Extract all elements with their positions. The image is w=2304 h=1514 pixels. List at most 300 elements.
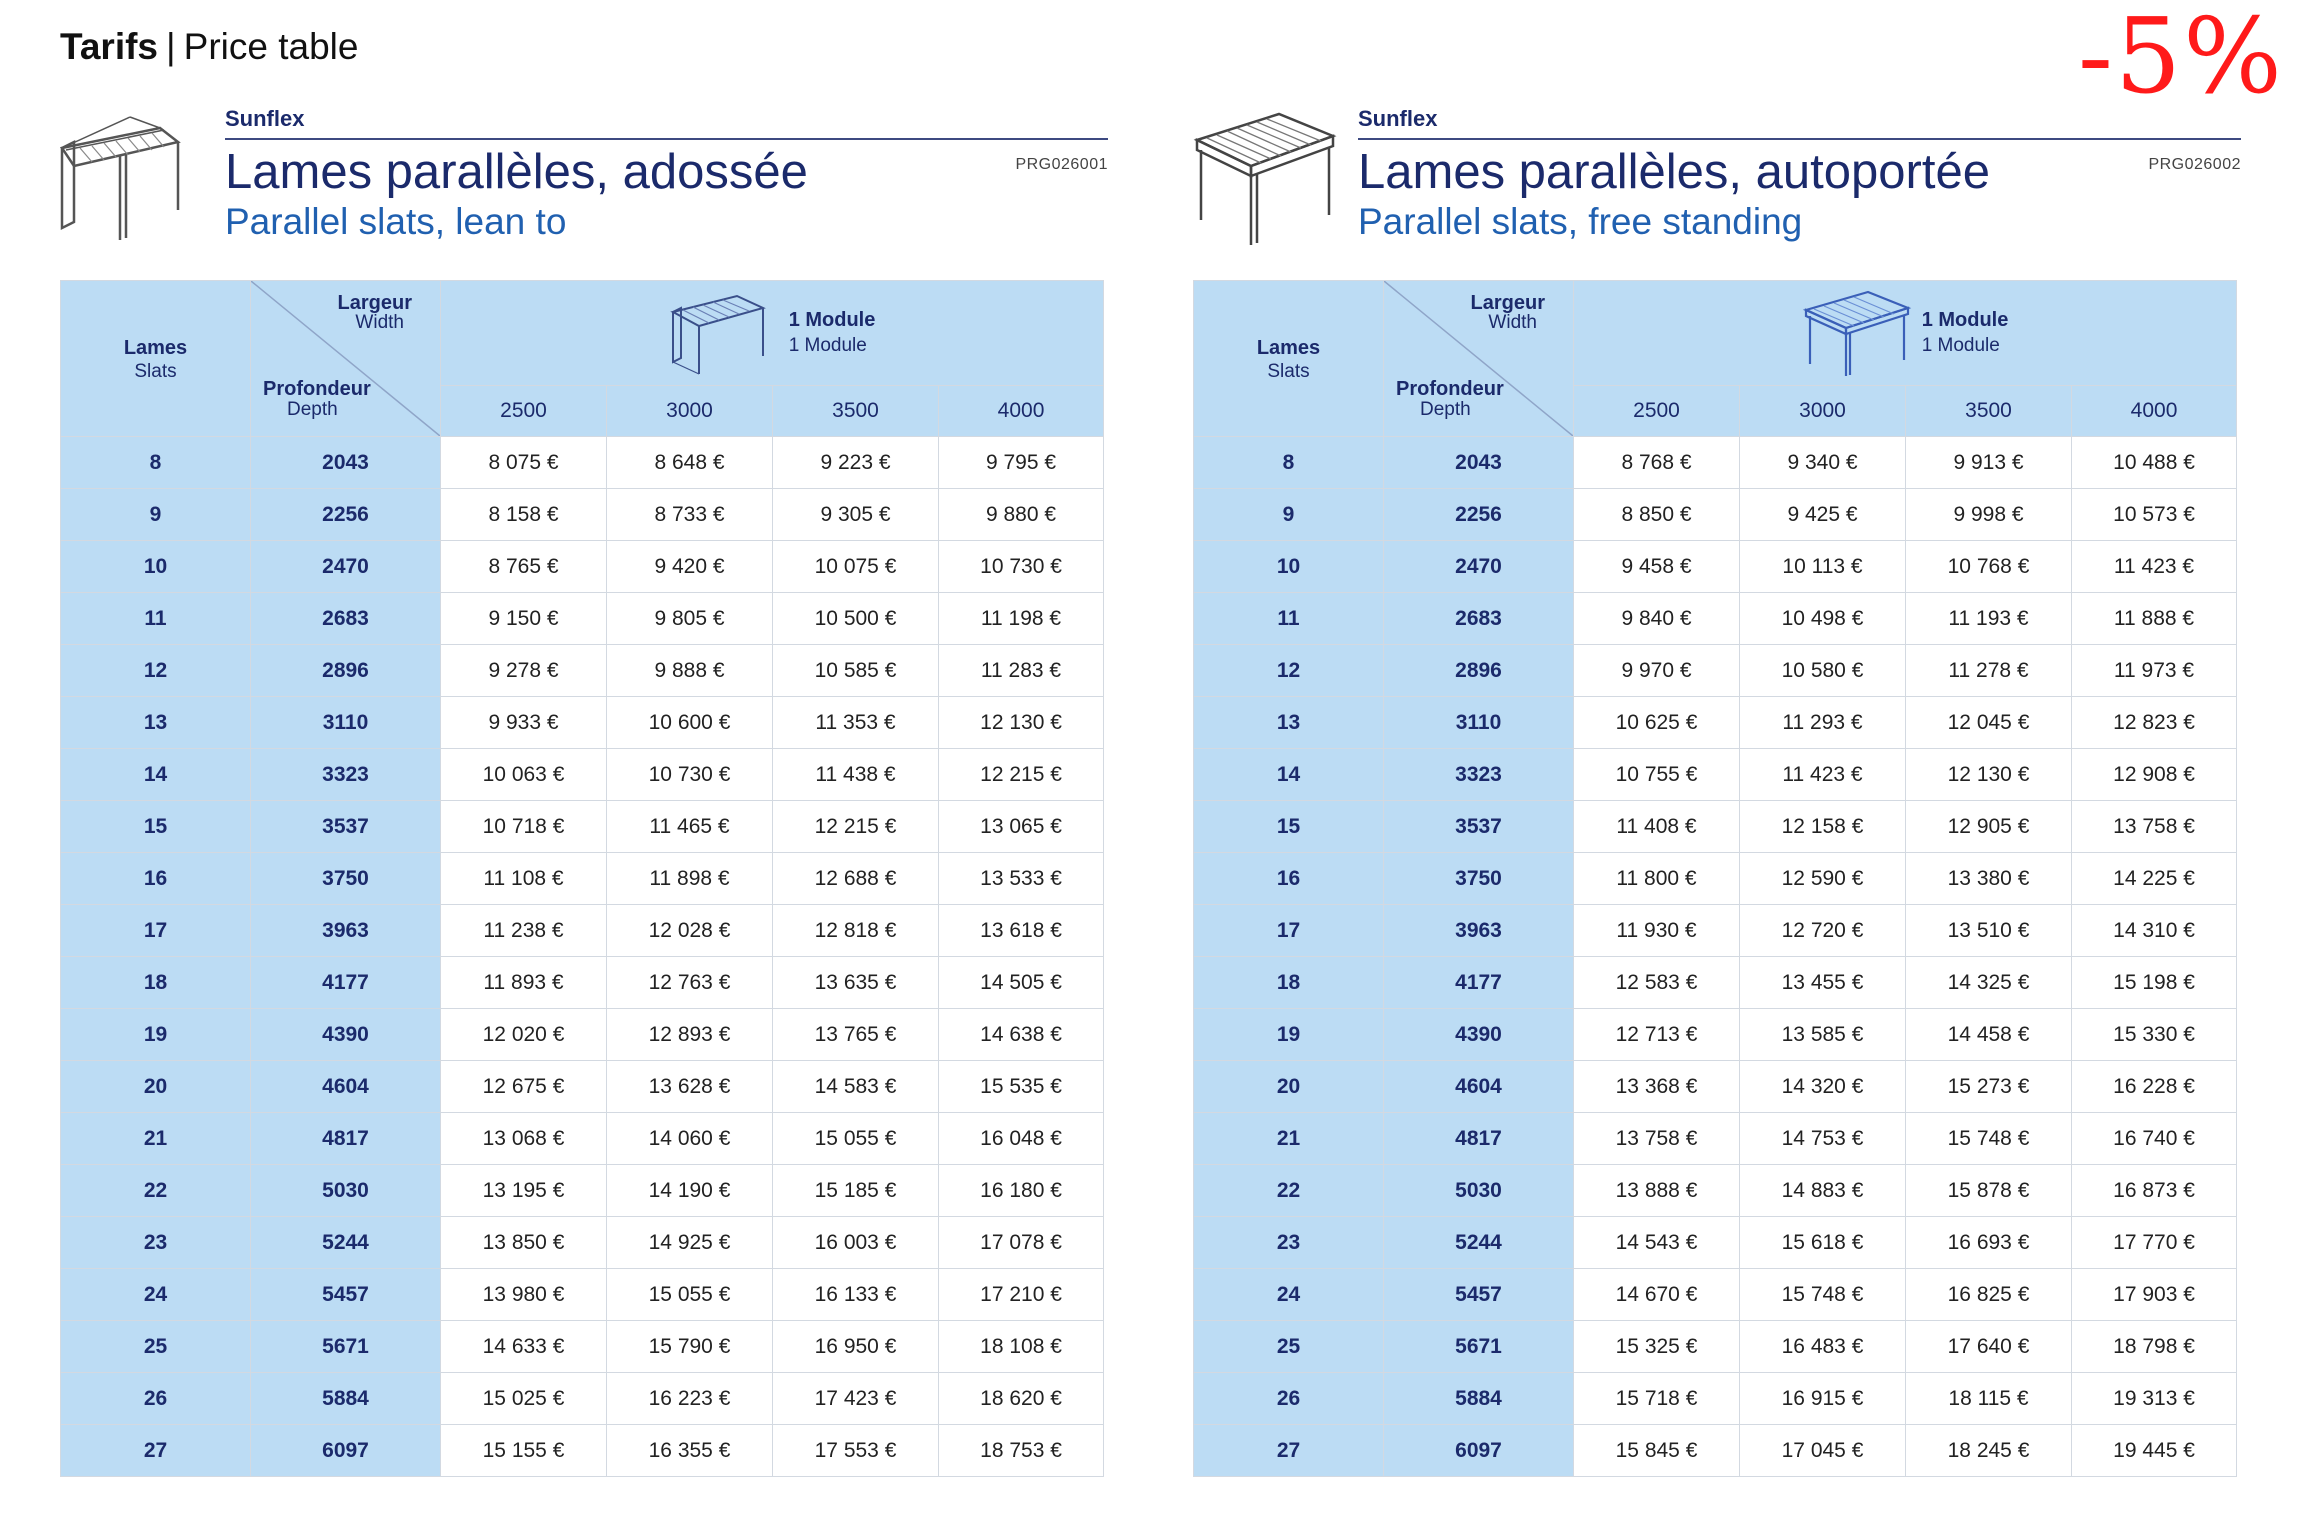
depth-cell: 2470: [1384, 541, 1574, 593]
discount-badge: -5%: [2077, 0, 2284, 117]
depth-cell: 3750: [251, 853, 441, 905]
price-cell: 11 888 €: [2072, 593, 2237, 645]
table-row: [1194, 1425, 2237, 1477]
price-cell: 11 408 €: [1574, 801, 1740, 853]
slats-cell: 24: [61, 1269, 251, 1321]
price-cell: 15 535 €: [939, 1061, 1104, 1113]
price-cell: 16 355 €: [607, 1425, 773, 1477]
price-cell: 18 753 €: [939, 1425, 1104, 1477]
price-cell: 15 330 €: [2072, 1009, 2237, 1061]
slats-cell: 19: [1194, 1009, 1384, 1061]
price-cell: 11 423 €: [2072, 541, 2237, 593]
price-cell: 13 585 €: [1740, 1009, 1906, 1061]
price-cell: 10 730 €: [607, 749, 773, 801]
price-cell: 17 903 €: [2072, 1269, 2237, 1321]
price-cell: 15 748 €: [1906, 1113, 2072, 1165]
price-cell: 15 025 €: [441, 1373, 607, 1425]
width-header-en: Width: [355, 312, 404, 333]
panel-header: [225, 100, 1108, 244]
table-row: [1194, 1373, 2237, 1425]
price-cell: 13 380 €: [1906, 853, 2072, 905]
table-row: [61, 853, 1104, 905]
table-row: [61, 1061, 1104, 1113]
price-cell: 14 583 €: [773, 1061, 939, 1113]
price-cell: 15 618 €: [1740, 1217, 1906, 1269]
table-row: [61, 1373, 1104, 1425]
price-cell: 12 130 €: [939, 697, 1104, 749]
depth-cell: 5244: [251, 1217, 441, 1269]
slats-cell: 10: [1194, 541, 1384, 593]
table-row: [1194, 905, 2237, 957]
price-cell: 13 618 €: [939, 905, 1104, 957]
table-row: [61, 593, 1104, 645]
table-row: [61, 437, 1104, 489]
depth-cell: 4177: [1384, 957, 1574, 1009]
depth-header-fr: Profondeur: [1396, 378, 1504, 400]
price-cell: 14 458 €: [1906, 1009, 2072, 1061]
price-cell: 14 753 €: [1740, 1113, 1906, 1165]
width-column-header: 4000: [2072, 385, 2237, 436]
table-row: [61, 1165, 1104, 1217]
price-cell: 8 850 €: [1574, 489, 1740, 541]
price-cell: 13 065 €: [939, 801, 1104, 853]
depth-cell: 5030: [251, 1165, 441, 1217]
table-row: [61, 1269, 1104, 1321]
price-cell: 18 115 €: [1906, 1373, 2072, 1425]
depth-cell: 3750: [1384, 853, 1574, 905]
table-row: [1194, 749, 2237, 801]
brand-name: Sunflex: [1358, 106, 1438, 131]
depth-cell: 4817: [1384, 1113, 1574, 1165]
table-row: [1194, 593, 2237, 645]
table-row: [61, 1217, 1104, 1269]
price-cell: 9 805 €: [607, 593, 773, 645]
depth-cell: 3537: [251, 801, 441, 853]
price-cell: 9 840 €: [1574, 593, 1740, 645]
depth-cell: 3323: [251, 749, 441, 801]
depth-cell: 3537: [1384, 801, 1574, 853]
price-cell: 8 158 €: [441, 489, 607, 541]
slats-cell: 12: [1194, 645, 1384, 697]
price-cell: 9 150 €: [441, 593, 607, 645]
price-cell: 9 913 €: [1906, 437, 2072, 489]
price-cell: 14 325 €: [1906, 957, 2072, 1009]
table-row: [1194, 957, 2237, 1009]
price-cell: 9 998 €: [1906, 489, 2072, 541]
slats-cell: 21: [1194, 1113, 1384, 1165]
module-label-en: 1 Module: [788, 334, 867, 356]
price-cell: 12 688 €: [773, 853, 939, 905]
depth-cell: 2043: [251, 437, 441, 489]
table-row: [1194, 853, 2237, 905]
price-cell: 12 020 €: [441, 1009, 607, 1061]
header-rule: [225, 138, 1108, 140]
price-cell: 11 193 €: [1906, 593, 2072, 645]
table-row: [61, 541, 1104, 593]
table-row: [1194, 645, 2237, 697]
slats-cell: 9: [61, 489, 251, 541]
table-row: [61, 1425, 1104, 1477]
width-header-fr: Largeur: [1470, 292, 1545, 314]
price-cell: 11 278 €: [1906, 645, 2072, 697]
slats-header-en: Slats: [134, 360, 177, 382]
price-cell: 14 543 €: [1574, 1217, 1740, 1269]
depth-cell: 2043: [1384, 437, 1574, 489]
depth-cell: 4390: [1384, 1009, 1574, 1061]
slats-cell: 25: [61, 1321, 251, 1373]
price-cell: 12 893 €: [607, 1009, 773, 1061]
price-cell: 9 278 €: [441, 645, 607, 697]
price-cell: 17 045 €: [1740, 1425, 1906, 1477]
slats-cell: 25: [1194, 1321, 1384, 1373]
table-row: [61, 645, 1104, 697]
price-cell: 12 823 €: [2072, 697, 2237, 749]
table-row: [1194, 1269, 2237, 1321]
price-cell: 13 758 €: [1574, 1113, 1740, 1165]
price-cell: 18 620 €: [939, 1373, 1104, 1425]
price-cell: 16 825 €: [1906, 1269, 2072, 1321]
price-cell: 16 915 €: [1740, 1373, 1906, 1425]
price-cell: 18 108 €: [939, 1321, 1104, 1373]
price-cell: 8 075 €: [441, 437, 607, 489]
price-cell: 12 905 €: [1906, 801, 2072, 853]
price-cell: 11 108 €: [441, 853, 607, 905]
module-free-standing-icon: [1802, 290, 1912, 376]
price-cell: 18 245 €: [1906, 1425, 2072, 1477]
width-column-header: 2500: [441, 385, 607, 436]
price-cell: 15 198 €: [2072, 957, 2237, 1009]
slats-cell: 20: [61, 1061, 251, 1113]
module-lean-to-icon: [669, 290, 779, 376]
lean-to-pergola-icon: [60, 110, 205, 245]
price-cell: 13 628 €: [607, 1061, 773, 1113]
price-cell: 10 500 €: [773, 593, 939, 645]
price-cell: 19 445 €: [2072, 1425, 2237, 1477]
slats-cell: 8: [1194, 437, 1384, 489]
price-cell: 13 758 €: [2072, 801, 2237, 853]
slats-cell: 11: [61, 593, 251, 645]
price-cell: 15 185 €: [773, 1165, 939, 1217]
table-row: [1194, 1009, 2237, 1061]
slats-cell: 27: [61, 1425, 251, 1477]
slats-cell: 14: [61, 749, 251, 801]
price-cell: 13 765 €: [773, 1009, 939, 1061]
depth-cell: 2683: [1384, 593, 1574, 645]
price-cell: 9 970 €: [1574, 645, 1740, 697]
price-cell: 19 313 €: [2072, 1373, 2237, 1425]
price-cell: 13 368 €: [1574, 1061, 1740, 1113]
free-standing-pergola-icon: [1193, 110, 1338, 245]
slats-cell: 27: [1194, 1425, 1384, 1477]
depth-cell: 6097: [1384, 1425, 1574, 1477]
price-cell: 11 293 €: [1740, 697, 1906, 749]
price-cell: 9 305 €: [773, 489, 939, 541]
price-cell: 9 888 €: [607, 645, 773, 697]
width-column-header: 3500: [773, 385, 939, 436]
price-cell: 14 320 €: [1740, 1061, 1906, 1113]
slats-cell: 22: [61, 1165, 251, 1217]
price-cell: 16 873 €: [2072, 1165, 2237, 1217]
table-row: [61, 749, 1104, 801]
depth-cell: 5030: [1384, 1165, 1574, 1217]
slats-cell: 26: [61, 1373, 251, 1425]
depth-cell: 3963: [1384, 905, 1574, 957]
table-row: [1194, 1217, 2237, 1269]
table-row: [61, 489, 1104, 541]
price-cell: 10 755 €: [1574, 749, 1740, 801]
price-cell: 16 048 €: [939, 1113, 1104, 1165]
width-depth-header: [1384, 281, 1574, 437]
depth-cell: 4604: [1384, 1061, 1574, 1113]
slats-cell: 22: [1194, 1165, 1384, 1217]
depth-cell: 3963: [251, 905, 441, 957]
page-title-separator: |: [166, 26, 176, 67]
module-icon: [1802, 290, 1912, 376]
price-cell: 14 883 €: [1740, 1165, 1906, 1217]
slats-header: [1194, 281, 1384, 437]
price-cell: 12 818 €: [773, 905, 939, 957]
depth-cell: 5457: [251, 1269, 441, 1321]
price-cell: 17 770 €: [2072, 1217, 2237, 1269]
table-row: [61, 1321, 1104, 1373]
price-cell: 17 423 €: [773, 1373, 939, 1425]
price-cell: 14 925 €: [607, 1217, 773, 1269]
product-title-en: Parallel slats, lean to: [225, 201, 567, 242]
product-icon: [60, 110, 205, 245]
depth-cell: 2256: [1384, 489, 1574, 541]
price-cell: 16 223 €: [607, 1373, 773, 1425]
brand-name: Sunflex: [225, 106, 305, 131]
price-cell: 16 003 €: [773, 1217, 939, 1269]
price-cell: 10 730 €: [939, 541, 1104, 593]
price-cell: 14 060 €: [607, 1113, 773, 1165]
price-cell: 14 225 €: [2072, 853, 2237, 905]
depth-header-en: Depth: [287, 399, 338, 420]
module-header: [1574, 281, 2237, 386]
price-cell: 11 423 €: [1740, 749, 1906, 801]
width-column-header: 3500: [1906, 385, 2072, 436]
slats-cell: 24: [1194, 1269, 1384, 1321]
table-row: [61, 1113, 1104, 1165]
price-cell: 17 210 €: [939, 1269, 1104, 1321]
width-column-header: 2500: [1574, 385, 1740, 436]
price-cell: 15 273 €: [1906, 1061, 2072, 1113]
price-cell: 11 198 €: [939, 593, 1104, 645]
price-cell: 16 180 €: [939, 1165, 1104, 1217]
product-title-en: Parallel slats, free standing: [1358, 201, 1803, 242]
price-cell: 9 340 €: [1740, 437, 1906, 489]
price-cell: 13 510 €: [1906, 905, 2072, 957]
depth-cell: 2470: [251, 541, 441, 593]
slats-cell: 15: [1194, 801, 1384, 853]
price-cell: 12 763 €: [607, 957, 773, 1009]
price-cell: 11 800 €: [1574, 853, 1740, 905]
price-cell: 11 930 €: [1574, 905, 1740, 957]
price-cell: 15 748 €: [1740, 1269, 1906, 1321]
depth-cell: 5457: [1384, 1269, 1574, 1321]
slats-cell: 17: [1194, 905, 1384, 957]
width-column-header: 3000: [607, 385, 773, 436]
slats-header-fr: Lames: [1256, 336, 1321, 359]
slats-cell: 17: [61, 905, 251, 957]
slats-cell: 13: [61, 697, 251, 749]
price-cell: 12 908 €: [2072, 749, 2237, 801]
price-cell: 16 950 €: [773, 1321, 939, 1373]
table-row: [1194, 541, 2237, 593]
slats-header: [61, 281, 251, 437]
price-cell: 10 488 €: [2072, 437, 2237, 489]
price-cell: 16 693 €: [1906, 1217, 2072, 1269]
slats-cell: 15: [61, 801, 251, 853]
module-label-fr: 1 Module: [788, 308, 876, 331]
price-cell: 12 720 €: [1740, 905, 1906, 957]
module-label-fr: 1 Module: [1921, 308, 2009, 331]
price-cell: 16 228 €: [2072, 1061, 2237, 1113]
price-cell: 13 533 €: [939, 853, 1104, 905]
price-cell: 14 310 €: [2072, 905, 2237, 957]
price-cell: 11 353 €: [773, 697, 939, 749]
price-cell: 8 768 €: [1574, 437, 1740, 489]
product-title-fr: Lames parallèles, adossée: [225, 145, 808, 199]
page-title-rest: Price table: [183, 26, 359, 67]
price-cell: 11 893 €: [441, 957, 607, 1009]
price-cell: 16 483 €: [1740, 1321, 1906, 1373]
price-cell: 14 190 €: [607, 1165, 773, 1217]
price-cell: 14 670 €: [1574, 1269, 1740, 1321]
table-row: [1194, 1113, 2237, 1165]
slats-cell: 20: [1194, 1061, 1384, 1113]
price-cell: 15 055 €: [607, 1269, 773, 1321]
price-cell: 16 133 €: [773, 1269, 939, 1321]
price-cell: 12 215 €: [773, 801, 939, 853]
slats-header-en: Slats: [1267, 360, 1310, 382]
slats-cell: 12: [61, 645, 251, 697]
price-cell: 9 420 €: [607, 541, 773, 593]
price-cell: 12 130 €: [1906, 749, 2072, 801]
price-cell: 14 638 €: [939, 1009, 1104, 1061]
slats-cell: 16: [61, 853, 251, 905]
table-row: [61, 801, 1104, 853]
slats-cell: 8: [61, 437, 251, 489]
table-row: [1194, 1165, 2237, 1217]
slats-cell: 18: [61, 957, 251, 1009]
price-cell: 15 055 €: [773, 1113, 939, 1165]
table-row: [1194, 1061, 2237, 1113]
slats-cell: 9: [1194, 489, 1384, 541]
depth-cell: 5671: [1384, 1321, 1574, 1373]
module-header: [441, 281, 1104, 386]
panel-header: [1358, 100, 2241, 244]
price-cell: 10 718 €: [441, 801, 607, 853]
product-code: PRG026002: [2148, 156, 2241, 173]
price-cell: 11 438 €: [773, 749, 939, 801]
price-cell: 14 505 €: [939, 957, 1104, 1009]
depth-cell: 5244: [1384, 1217, 1574, 1269]
module-label-en: 1 Module: [1921, 334, 2000, 356]
header-rule: [1358, 138, 2241, 140]
price-cell: 8 765 €: [441, 541, 607, 593]
width-column-header: 4000: [939, 385, 1104, 436]
price-cell: 15 878 €: [1906, 1165, 2072, 1217]
price-cell: 8 733 €: [607, 489, 773, 541]
price-cell: 11 973 €: [2072, 645, 2237, 697]
price-cell: 12 590 €: [1740, 853, 1906, 905]
slats-cell: 10: [61, 541, 251, 593]
depth-cell: 2896: [251, 645, 441, 697]
depth-cell: 5884: [251, 1373, 441, 1425]
depth-cell: 3323: [1384, 749, 1574, 801]
width-header-en: Width: [1488, 312, 1537, 333]
price-cell: 12 158 €: [1740, 801, 1906, 853]
price-cell: 13 195 €: [441, 1165, 607, 1217]
table-row: [1194, 1321, 2237, 1373]
depth-cell: 4390: [251, 1009, 441, 1061]
price-cell: 13 888 €: [1574, 1165, 1740, 1217]
price-cell: 10 768 €: [1906, 541, 2072, 593]
price-cell: 9 880 €: [939, 489, 1104, 541]
price-cell: 15 718 €: [1574, 1373, 1740, 1425]
slats-cell: 13: [1194, 697, 1384, 749]
price-cell: 13 980 €: [441, 1269, 607, 1321]
price-cell: 9 795 €: [939, 437, 1104, 489]
product-icon: [1193, 110, 1338, 245]
price-cell: 16 740 €: [2072, 1113, 2237, 1165]
slats-cell: 23: [61, 1217, 251, 1269]
price-cell: 9 933 €: [441, 697, 607, 749]
price-cell: 12 583 €: [1574, 957, 1740, 1009]
slats-cell: 18: [1194, 957, 1384, 1009]
price-cell: 10 573 €: [2072, 489, 2237, 541]
depth-cell: 4177: [251, 957, 441, 1009]
table-row: [1194, 697, 2237, 749]
price-cell: 11 898 €: [607, 853, 773, 905]
table-row: [61, 1009, 1104, 1061]
table-row: [61, 697, 1104, 749]
slats-cell: 21: [61, 1113, 251, 1165]
price-cell: 15 790 €: [607, 1321, 773, 1373]
depth-cell: 5671: [251, 1321, 441, 1373]
price-cell: 18 798 €: [2072, 1321, 2237, 1373]
depth-cell: 2896: [1384, 645, 1574, 697]
price-cell: 11 283 €: [939, 645, 1104, 697]
depth-cell: 4604: [251, 1061, 441, 1113]
price-cell: 10 580 €: [1740, 645, 1906, 697]
depth-header-en: Depth: [1420, 399, 1471, 420]
price-cell: 10 625 €: [1574, 697, 1740, 749]
price-table: [1193, 280, 2237, 1477]
table-row: [1194, 437, 2237, 489]
price-cell: 13 635 €: [773, 957, 939, 1009]
slats-header-fr: Lames: [123, 336, 188, 359]
price-cell: 11 465 €: [607, 801, 773, 853]
price-cell: 13 850 €: [441, 1217, 607, 1269]
depth-cell: 3110: [1384, 697, 1574, 749]
price-cell: 15 325 €: [1574, 1321, 1740, 1373]
price-cell: 9 458 €: [1574, 541, 1740, 593]
depth-cell: 2683: [251, 593, 441, 645]
price-cell: 11 238 €: [441, 905, 607, 957]
product-title-fr: Lames parallèles, autoportée: [1358, 145, 1990, 199]
width-column-header: 3000: [1740, 385, 1906, 436]
slats-cell: 14: [1194, 749, 1384, 801]
price-cell: 15 155 €: [441, 1425, 607, 1477]
price-cell: 9 425 €: [1740, 489, 1906, 541]
depth-cell: 6097: [251, 1425, 441, 1477]
table-row: [1194, 801, 2237, 853]
page-title-bold: Tarifs: [60, 26, 159, 67]
price-cell: 14 633 €: [441, 1321, 607, 1373]
price-cell: 17 553 €: [773, 1425, 939, 1477]
